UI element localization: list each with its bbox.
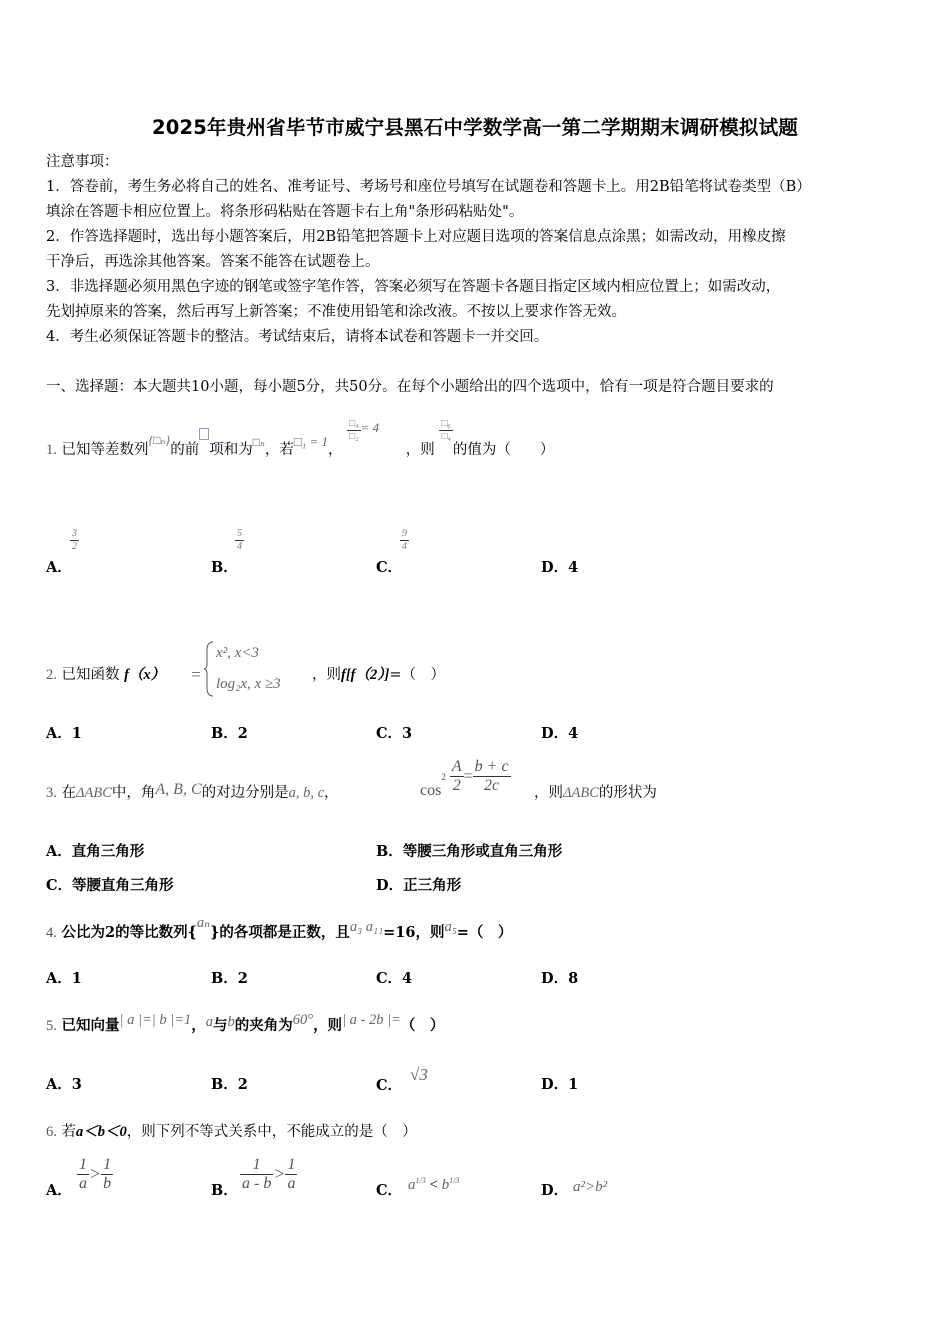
q1-text: 项和为 bbox=[209, 442, 253, 458]
q5-option-b[interactable]: B．2 bbox=[211, 1076, 248, 1093]
q1-option-c-fraction: $\frac{9}{4}$ bbox=[402, 528, 407, 552]
exam-title: 2025年贵州省毕节市威宁县黑石中学数学高一第二学期期末调研模拟试题 bbox=[151, 116, 799, 139]
q4-option-c[interactable]: C．4 bbox=[376, 970, 413, 987]
question-number: 5. bbox=[46, 1018, 57, 1034]
q3-angles: A, B, C bbox=[155, 781, 202, 798]
q1-option-a-fraction: $\frac{3}{2}$ bbox=[72, 528, 77, 552]
q1-option-b[interactable] bbox=[211, 558, 238, 578]
notice-line: 2．作答选择题时，选出每小题答案后，用2B铅笔把答题卡上对应题目选项的答案信息点涂黑；如需改动，用橡皮擦 bbox=[46, 229, 786, 245]
notice-line: 先划掉原来的答案，然后再写上新答案；不准使用铅笔和涂改液。不按以上要求作答无效。 bbox=[46, 304, 626, 320]
q6-option-b-expr: $\frac{1}{a - b}$ > $\frac{1}{a}$ bbox=[242, 1156, 296, 1193]
q3-option-a[interactable]: A．直角三角形 bbox=[46, 843, 145, 860]
question-3: 3. 在ΔABC中，角A, B, C的对边分别是a, b, c， bbox=[46, 781, 339, 801]
q3-option-c[interactable]: C．等腰直角三角形 bbox=[46, 877, 174, 894]
q3-tail: ，则ΔABC的形状为 bbox=[534, 785, 657, 801]
question-number: 1. bbox=[46, 442, 57, 458]
option-label: B． bbox=[211, 559, 238, 576]
q1-sn-math: □ₙ bbox=[252, 435, 265, 449]
question-2 bbox=[46, 665, 165, 685]
q5-option-c[interactable]: C．√3 bbox=[376, 1065, 428, 1094]
q4-a5: a₅ bbox=[444, 919, 457, 935]
q1-text: ，则 bbox=[405, 442, 435, 458]
q1-option-b-fraction: $\frac{5}{4}$ bbox=[237, 528, 242, 552]
q1-ratio-num: □₄ bbox=[349, 418, 359, 429]
q3-option-d[interactable]: D．正三角形 bbox=[376, 877, 462, 894]
q6-option-c[interactable]: C． bbox=[376, 1182, 403, 1199]
option-label: A． bbox=[46, 559, 72, 576]
option-label: C． bbox=[376, 559, 403, 576]
q1-n-placeholder bbox=[199, 428, 209, 440]
notice-heading: 注意事项： bbox=[46, 154, 119, 170]
section-heading: 一、选择题：本大题共10小题，每小题5分，共50分。在每个小题给出的四个选项中，恰有一项是符合题目要求的 bbox=[46, 379, 774, 395]
q1-option-a[interactable] bbox=[46, 558, 72, 578]
q5-expression: | a - 2b |= bbox=[342, 1012, 401, 1028]
q4-option-a[interactable]: A．1 bbox=[46, 970, 82, 987]
q3-triangle: ΔABC bbox=[75, 785, 112, 801]
q6-condition: a＜b＜0 bbox=[75, 1124, 127, 1140]
q5-angle: 60° bbox=[292, 1012, 314, 1028]
q5-option-d[interactable]: D．1 bbox=[541, 1076, 579, 1093]
q2-option-c[interactable]: C．3 bbox=[376, 725, 413, 742]
notice-line: 3．非选择题必须用黑色字迹的钢笔或签字笔作答，答案必须写在答题卡各题目指定区域内相应位置上；如需改动， bbox=[46, 279, 781, 295]
q2-option-b[interactable]: B．2 bbox=[211, 725, 248, 742]
question-number: 2. bbox=[46, 667, 57, 683]
q1-ratio-den: □₂ bbox=[349, 430, 359, 442]
q1-query-fraction bbox=[439, 418, 453, 442]
question-6: 6. 若a＜b＜0，则下列不等式关系中，不能成立的是（ ） bbox=[46, 1124, 417, 1140]
question-1 bbox=[46, 418, 555, 462]
q1-a1-math: □₁ = 1 bbox=[293, 434, 328, 449]
option-value: 4 bbox=[568, 559, 579, 576]
q4-option-b[interactable]: B．2 bbox=[211, 970, 248, 987]
q2-tail: ，则f[f（2）]=（ ） bbox=[312, 667, 445, 683]
q6-option-a[interactable]: A． bbox=[46, 1182, 72, 1199]
q1-text: ， bbox=[327, 442, 343, 458]
q6-option-b[interactable]: B． bbox=[211, 1182, 238, 1199]
q6-option-d-expr: a²>b² bbox=[573, 1179, 608, 1195]
q2-composite: f[f（2）] bbox=[341, 667, 390, 683]
q1-text: 的前 bbox=[170, 442, 200, 458]
q6-option-d[interactable]: D． bbox=[541, 1182, 569, 1199]
q1-query-den: □₄ bbox=[441, 430, 451, 442]
q2-text: 已知函数 bbox=[61, 667, 120, 683]
q2-brace bbox=[203, 640, 215, 698]
q1-seq-math: {□ₙ} bbox=[148, 433, 171, 447]
q1-option-d[interactable] bbox=[541, 558, 578, 578]
q3-ratio: $\frac{b + c}{2c}$ bbox=[474, 758, 509, 795]
notice-line: 1．答卷前，考生务必将自己的姓名、准考证号、考场号和座位号填写在试题卷和答题卡上。用2B铅笔将试卷类型（B） bbox=[46, 179, 811, 195]
q5-option-a[interactable]: A．3 bbox=[46, 1076, 82, 1093]
q3-cos-equation: $\cos^2$ $\frac{A}{2}$ = $\frac{b + c}{2c}$ bbox=[420, 758, 509, 799]
q1-ratio-fraction bbox=[347, 418, 361, 442]
q1-option-c[interactable] bbox=[376, 558, 402, 578]
q1-text: 的值为（ ） bbox=[452, 442, 555, 458]
question-number: 6. bbox=[46, 1124, 57, 1140]
q4-option-d[interactable]: D．8 bbox=[541, 970, 579, 987]
q2-equals: = bbox=[190, 665, 202, 684]
q2-function: f（x） bbox=[124, 667, 166, 683]
notice-line: 填涂在答题卡相应位置上。将条形码粘贴在答题卡右上角"条形码粘贴处"。 bbox=[46, 204, 524, 220]
q2-case-2: log₂x, x ≥3 bbox=[216, 676, 281, 692]
q3-half-angle: $\frac{A}{2}$ bbox=[451, 758, 462, 795]
q4-product: a₃ a₁₁ bbox=[349, 919, 384, 935]
q3-option-b[interactable]: B．等腰三角形或直角三角形 bbox=[376, 843, 563, 860]
q1-text: 已知等差数列 bbox=[61, 442, 149, 458]
question-4: 4. 公比为2的等比数列{aₙ}的各项都是正数，且a₃ a₁₁=16，则a₅=（ ） bbox=[46, 915, 513, 941]
q1-query-num: □₆ bbox=[441, 418, 451, 429]
q2-option-a[interactable]: A．1 bbox=[46, 725, 82, 742]
question-number: 4. bbox=[46, 925, 57, 941]
question-number: 3. bbox=[46, 785, 57, 801]
notice-line: 干净后，再选涂其他答案。答案不能答在试题卷上。 bbox=[46, 254, 380, 270]
notice-line: 4．考生必须保证答题卡的整洁。考试结束后，请将本试卷和答题卡一并交回。 bbox=[46, 329, 549, 345]
q5-norms: | a |=| b |=1 bbox=[119, 1012, 192, 1028]
q1-text: ，若 bbox=[264, 442, 294, 458]
q4-seq: aₙ bbox=[196, 915, 211, 931]
q1-ratio-rhs: = 4 bbox=[360, 420, 380, 435]
q6-option-a-expr: $\frac{1}{a}$ > $\frac{1}{b}$ bbox=[79, 1156, 112, 1193]
q2-option-d[interactable]: D．4 bbox=[541, 725, 579, 742]
question-5: 5. 已知向量| a |=| b |=1，a与b的夹角为60°，则| a - 2b |=（ ） bbox=[46, 1012, 445, 1034]
q3-sides: a, b, c bbox=[288, 785, 325, 801]
q6-option-c-expr: $a^{1/3} < b^{1/3}$ bbox=[408, 1176, 460, 1193]
option-label: D． bbox=[541, 559, 569, 576]
q2-case-1: x², x<3 bbox=[216, 645, 259, 661]
